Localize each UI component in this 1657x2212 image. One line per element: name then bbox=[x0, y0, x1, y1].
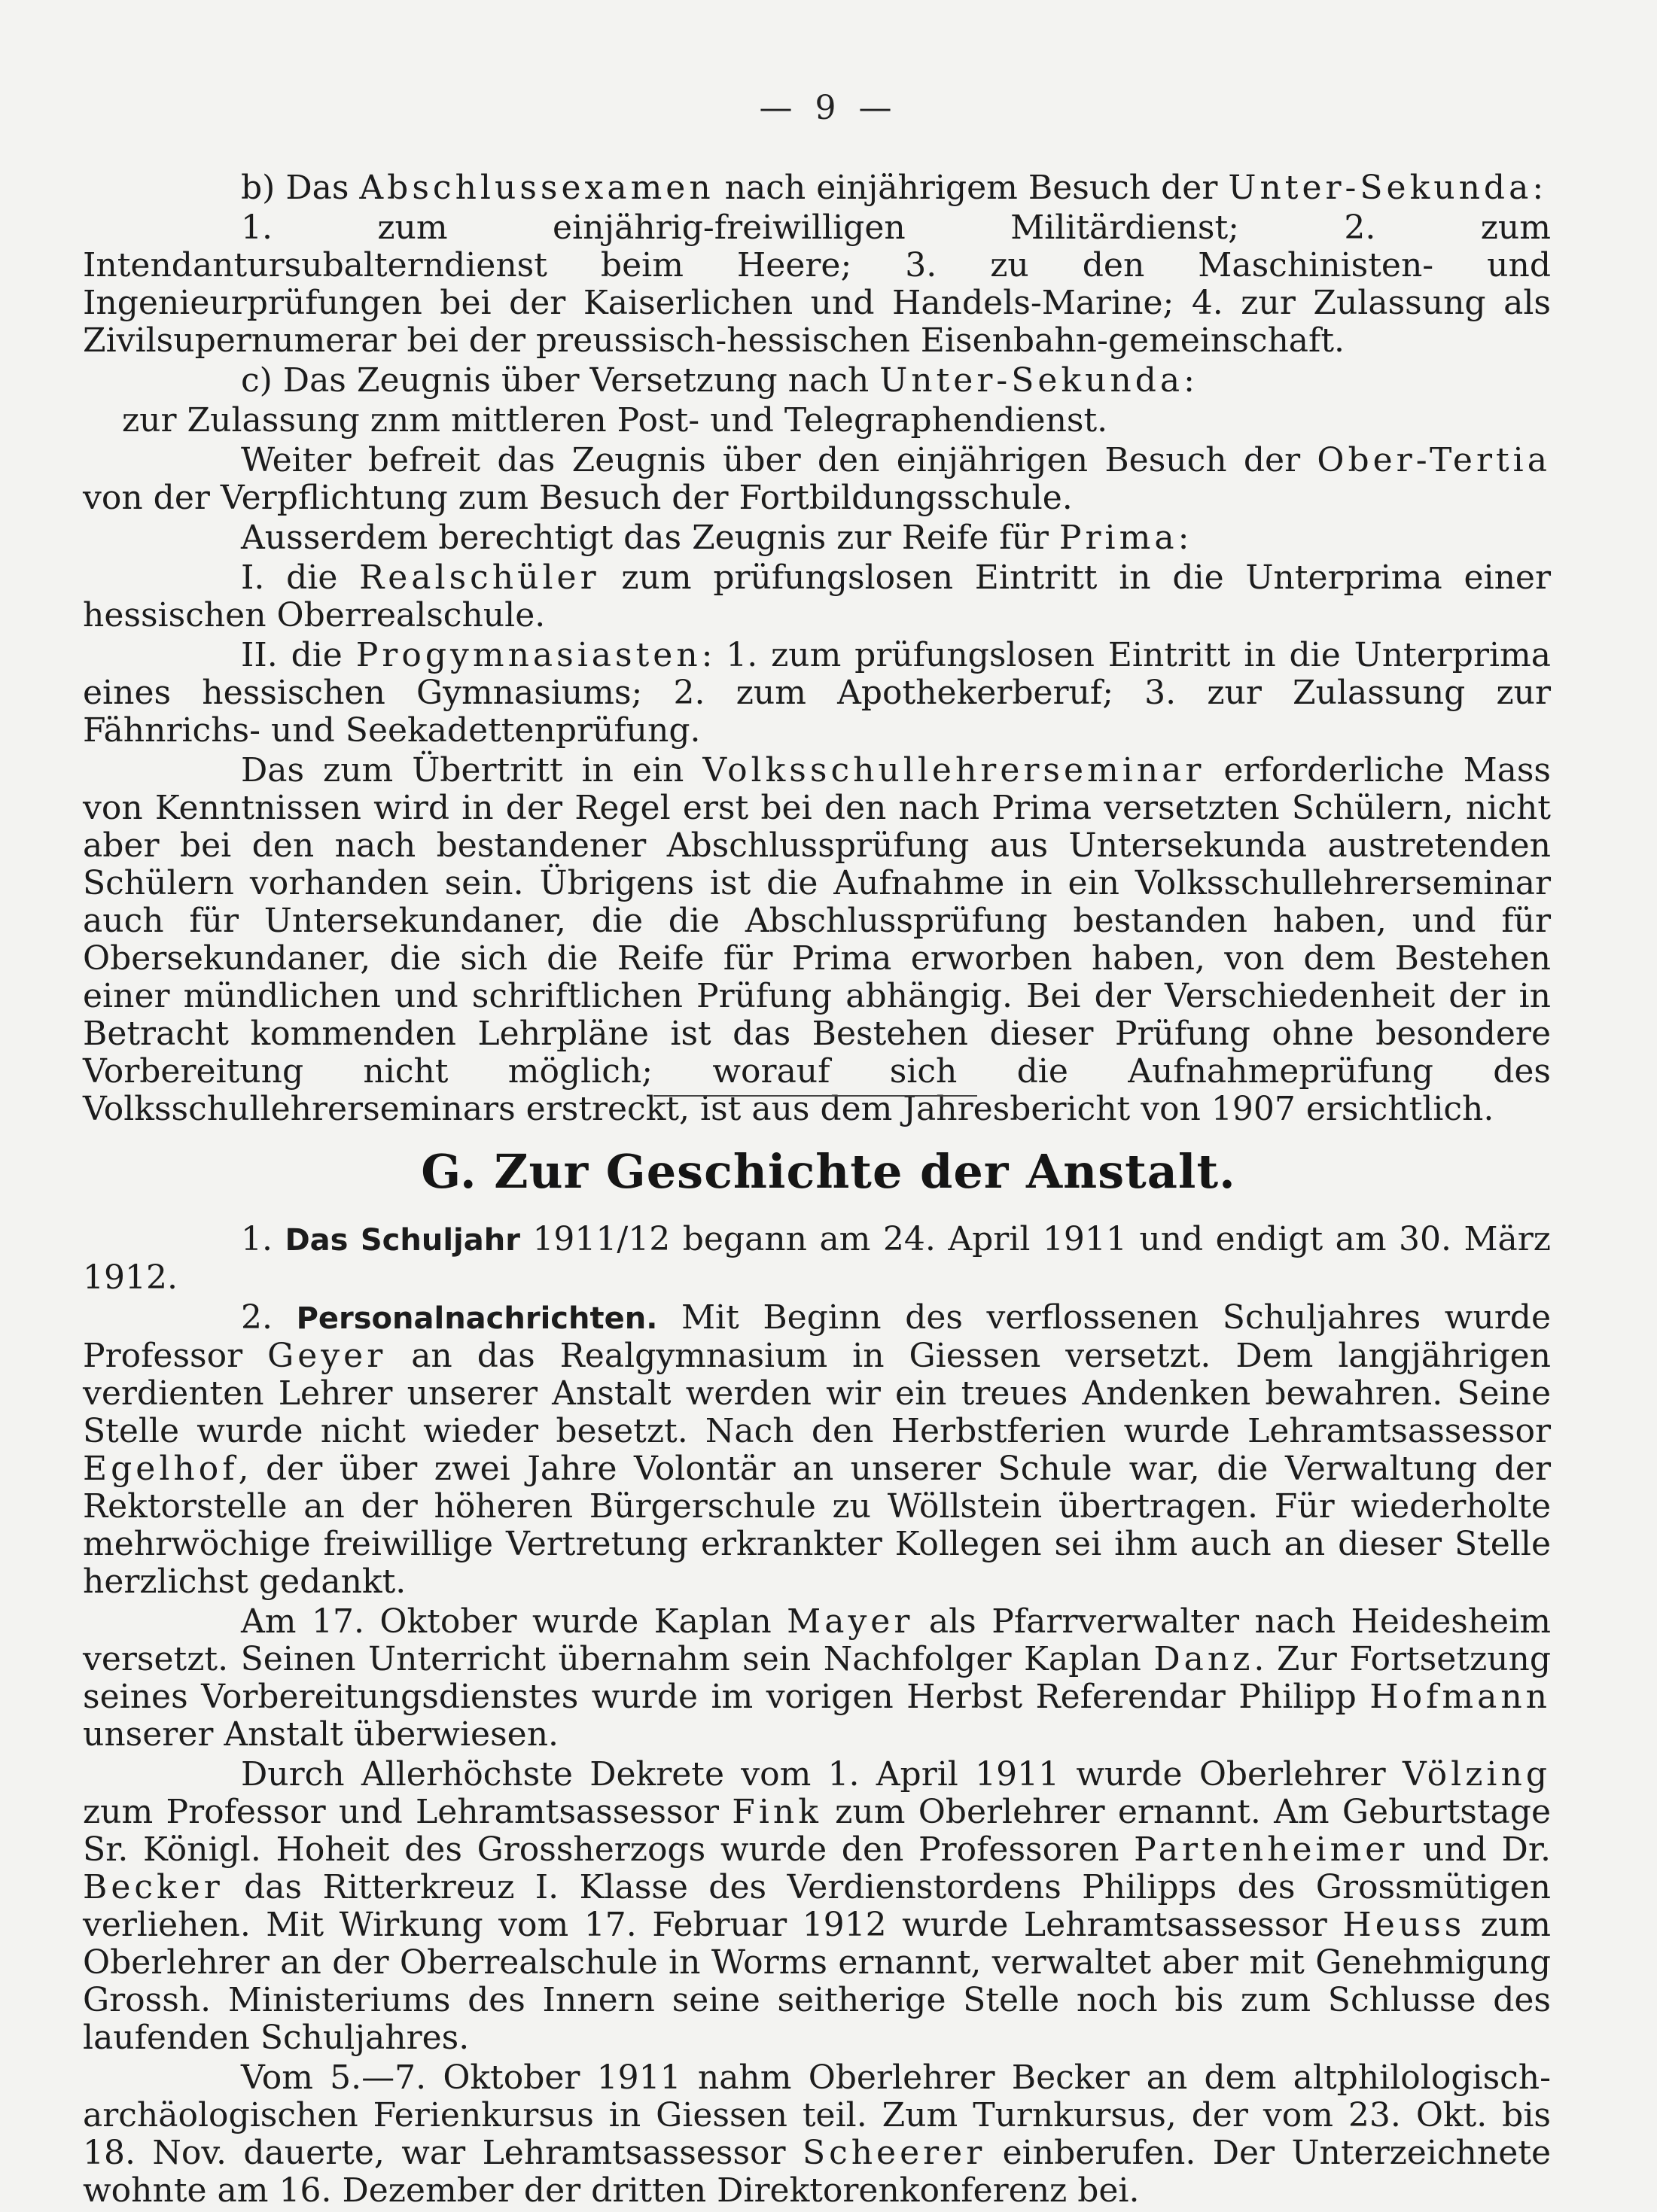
section-divider bbox=[653, 1095, 977, 1097]
paragraph-ferienkursus: Vom 5.—7. Oktober 1911 nahm Oberlehrer Becker an dem altphilologisch-archäologischen Ferienkursus in Giessen teil. Zum Turnkursus, der vom 23. Okt. bis 18. Nov. dauerte, war Lehramtsassessor Scheerer einberufen. Der Unterzeichnete wohnte am 16. Dezember der dritten Direktorenkonferenz bei. bbox=[83, 2058, 1551, 2210]
paragraph-b: b) Das Abschlussexamen nach einjährigem Besuch der Unter-Sekunda: bbox=[241, 169, 1544, 207]
paragraph-c: c) Das Zeugnis über Versetzung nach Unter-Sekunda: bbox=[241, 361, 1195, 400]
paragraph-personalnachrichten: 2. Personalnachrichten. Mit Beginn des verflossenen Schuljahres wurde Professor Geyer an das Realgymnasium in Giessen versetzt. Dem langjährigen verdienten Lehrer unserer Anstalt werden wir ein treues Andenken bewahren. Seine Stelle wurde nicht wieder besetzt. Nach den Herbstferien wurde Lehramtsassessor Egelhof, der über zwei Jahre Volontär an unserer Schule war, die Verwaltung der Rektorstelle an der höheren Bürgerschule zu Wöllstein übertragen. Für wiederholte mehrwöchige freiwillige Vertretung erkrankter Kollegen sei ihm auch an dieser Stelle herzlichst gedankt. bbox=[83, 1298, 1552, 1601]
lower-text-block bbox=[83, 1221, 1551, 2212]
paragraph-realschueler: I. die Realschüler zum prüfungslosen Eintritt in die Unterprima einer hessischen Oberrealschule. bbox=[83, 558, 1552, 634]
paragraph-uebertritt: Das zum Übertritt in ein Volksschullehrerseminar erforderliche Mass von Kenntnissen wird in der Regel erst bei den nach Prima versetzten Schülern, nicht aber bei den nach bestandener Abschlussprüfung aus Untersekunda austretenden Schülern vorhanden sein. Übrigens ist die Aufnahme in ein Volksschullehrerseminar auch für Untersekundaner, die die Abschlussprüfung bestanden haben, und für Obersekundaner, die sich die Reife für Prima erworben haben, von dem Bestehen einer mündlichen und schriftlichen Prüfung abhängig. Bei der Verschiedenheit der in Betracht kommenden Lehrpläne ist das Bestehen dieser Prüfung ohne besondere Vorbereitung nicht möglich; worauf sich die Aufnahmeprüfung des Volksschullehrerseminars erstreckt, ist aus dem Jahresbericht von 1907 ersichtlich. bbox=[83, 751, 1552, 1128]
paragraph-oktober: Am 17. Oktober wurde Kaplan Mayer als Pfarrverwalter nach Heidesheim versetzt. Seinen Unterricht übernahm sein Nachfolger Kaplan Danz. Zur Fortsetzung seines Vorbereitungsdienstes wurde im vorigen Herbst Referendar Philipp Hofmann unserer Anstalt überwiesen. bbox=[83, 1602, 1551, 1754]
section-heading: G. Zur Geschichte der Anstalt. bbox=[421, 1144, 1236, 1199]
paragraph-dekrete: Durch Allerhöchste Dekrete vom 1. April 1911 wurde Oberlehrer Völzing zum Professor und Lehramtsassessor Fink zum Oberlehrer ernannt. Am Geburtstage Sr. Königl. Hoheit des Grossherzogs wurde den Professoren Partenheimer und Dr. Becker das Ritterkreuz I. Klasse des Verdienstordens Philipps des Grossmütigen verliehen. Mit Wirkung vom 17. Februar 1912 wurde Lehramtsassessor Heuss zum Oberlehrer an der Oberrealschule in Worms ernannt, verwaltet aber mit Genehmigung Grossh. Ministeriums des Innern seine seitherige Stelle noch bis zum Schlusse des laufenden Schuljahres. bbox=[83, 1755, 1552, 2057]
paragraph-b-list: 1. zum einjährig-freiwilligen Militärdienst; 2. zum Intendantursubalterndienst beim Heere; 3. zu den Maschinisten- und Ingenieurprüfungen bei der Kaiserlichen und Handels-Marine; 4. zur Zulassung als Zivilsupernumerar bei der preussisch-hessischen Eisenbahn-gemeinschaft. bbox=[83, 208, 1551, 360]
page-number: — 9 — bbox=[759, 89, 898, 127]
paragraph-ausserdem: Ausserdem berechtigt das Zeugnis zur Reife für Prima: bbox=[241, 519, 1189, 557]
paragraph-progymnasiasten: II. die Progymnasiasten: 1. zum prüfungslosen Eintritt in die Unterprima eines hessischen Gymnasiums; 2. zum Apothekerberuf; 3. zur Zulassung zur Fähnrichs- und Seekadettenprüfung. bbox=[83, 636, 1552, 750]
paragraph-weiter: Weiter befreit das Zeugnis über den einjährigen Besuch der Ober-Tertia von der Verpflichtung zum Besuch der Fortbildungsschule. bbox=[83, 441, 1551, 517]
paragraph-c-body: zur Zulassung znm mittleren Post- und Telegraphendienst. bbox=[122, 401, 1108, 440]
upper-text-block bbox=[83, 169, 1551, 1130]
paragraph-schuljahr: 1. Das Schuljahr 1911/12 begann am 24. April 1911 und endigt am 30. März 1912. bbox=[83, 1220, 1551, 1297]
